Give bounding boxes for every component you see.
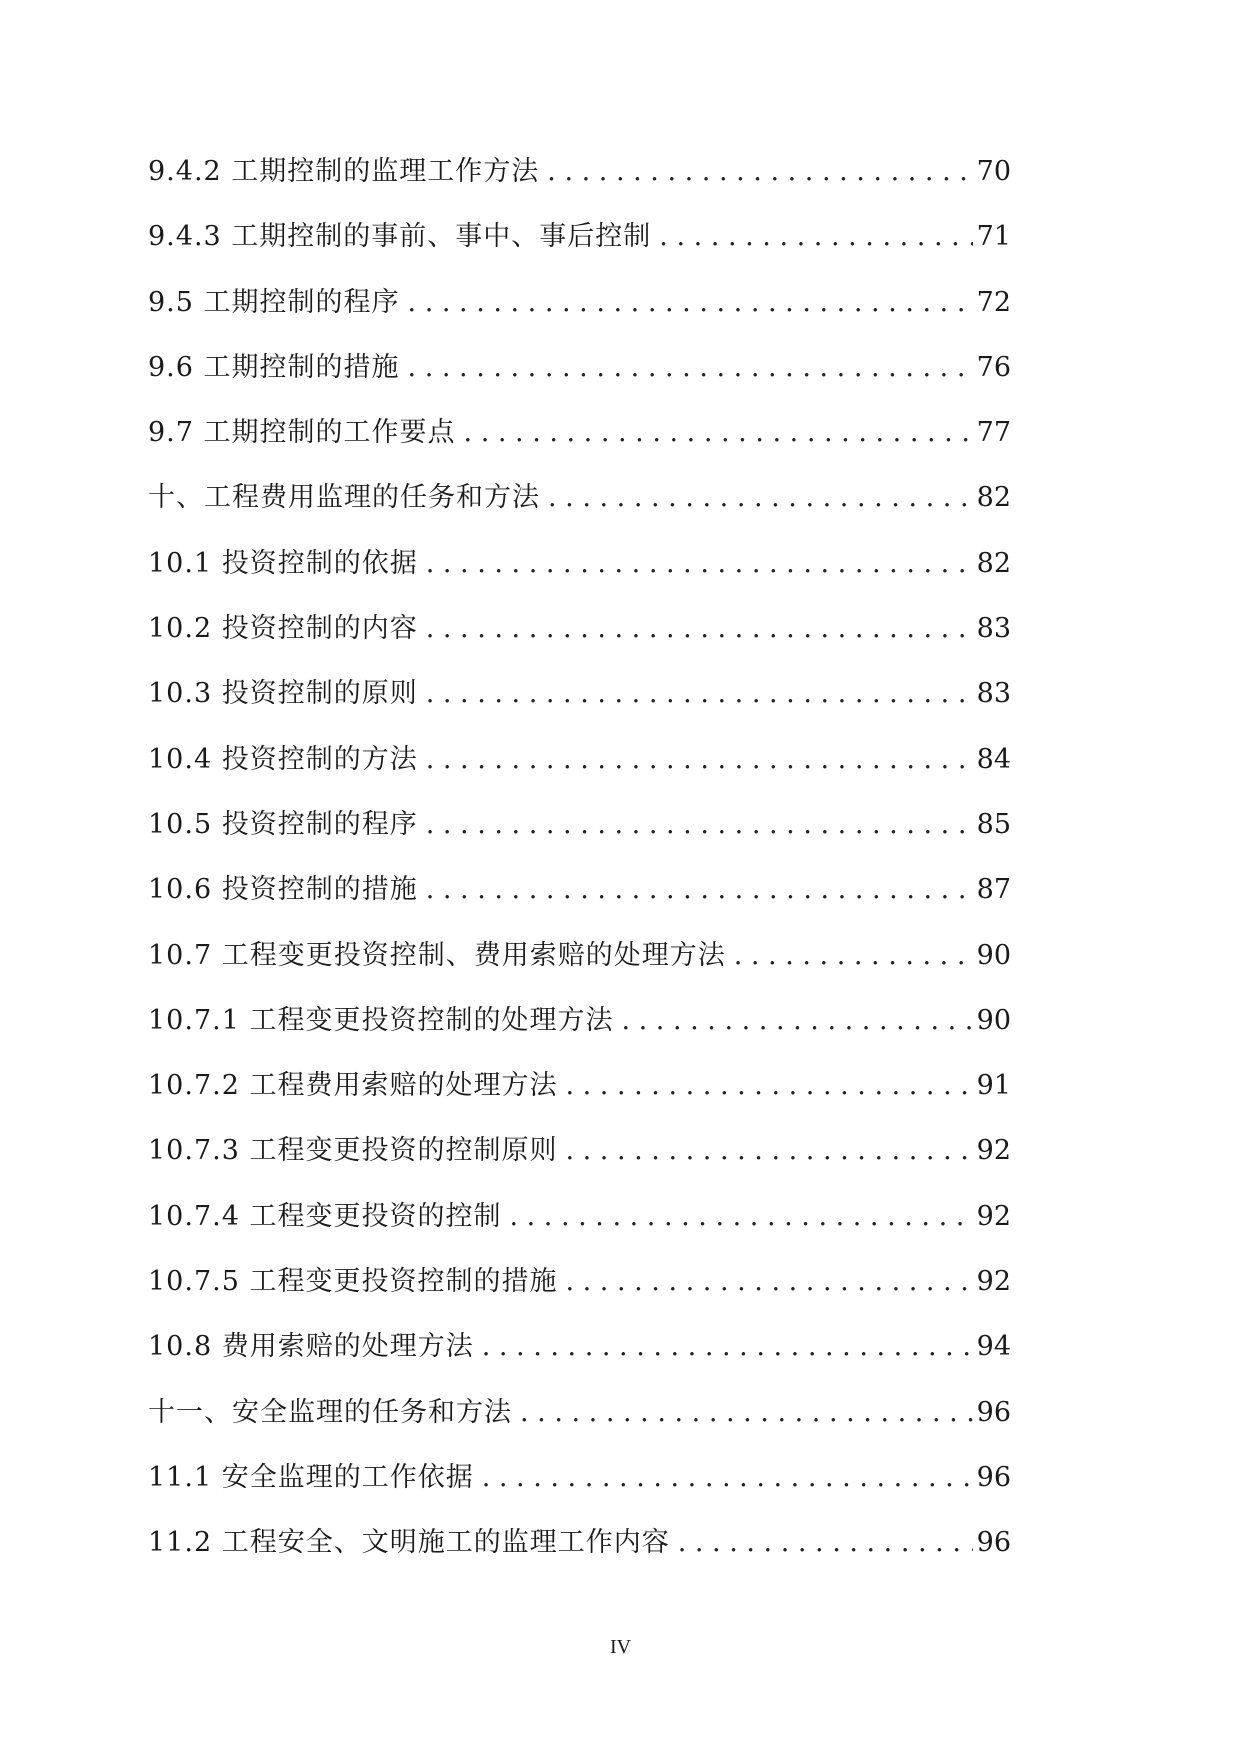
dot-leader bbox=[426, 740, 973, 780]
toc-entry[interactable] bbox=[148, 609, 1011, 674]
toc-page-number: 76 bbox=[976, 351, 1011, 383]
toc-page-number: 77 bbox=[976, 417, 1011, 449]
toc-entry[interactable] bbox=[148, 870, 1011, 935]
toc-entry-title: 10.7.1 工程变更投资控制的处理方法 bbox=[148, 1004, 614, 1036]
toc-page-number: 72 bbox=[976, 286, 1011, 318]
toc-page-number: 85 bbox=[976, 808, 1011, 840]
toc-entry[interactable] bbox=[148, 1523, 1011, 1588]
toc-entry-title: 10.6 投资控制的措施 bbox=[148, 874, 418, 906]
toc-entry[interactable] bbox=[148, 217, 1011, 282]
dot-leader bbox=[408, 283, 973, 323]
toc-page-number: 70 bbox=[976, 156, 1011, 187]
dot-leader bbox=[547, 152, 972, 192]
toc-page-number: 94 bbox=[976, 1331, 1011, 1363]
dot-leader bbox=[565, 1262, 972, 1302]
toc-entry[interactable] bbox=[148, 936, 1011, 1001]
dot-leader bbox=[565, 1066, 972, 1106]
toc-entry-title: 9.4.2 工期控制的监理工作方法 bbox=[148, 156, 540, 187]
toc-page-number: 96 bbox=[976, 1461, 1011, 1493]
toc-entry-title: 10.4 投资控制的方法 bbox=[148, 743, 418, 775]
toc-entry[interactable] bbox=[148, 805, 1011, 870]
toc-page-number: 83 bbox=[976, 613, 1011, 645]
dot-leader bbox=[659, 217, 972, 257]
dot-leader bbox=[509, 1197, 972, 1237]
dot-leader bbox=[426, 544, 973, 584]
toc-page-number: 71 bbox=[976, 221, 1011, 253]
dot-leader bbox=[426, 805, 973, 845]
toc-entry-title: 9.5 工期控制的程序 bbox=[148, 286, 400, 318]
dot-leader bbox=[678, 1523, 973, 1563]
dot-leader bbox=[426, 674, 973, 714]
toc-entry-title: 10.7.2 工程费用索赔的处理方法 bbox=[148, 1070, 558, 1102]
dot-leader bbox=[520, 1393, 973, 1433]
toc-page-number: 90 bbox=[976, 1004, 1011, 1036]
toc-entry-title: 10.7 工程变更投资控制、费用索赔的处理方法 bbox=[148, 939, 726, 971]
dot-leader bbox=[426, 609, 973, 649]
toc-entry-title: 十一、安全监理的任务和方法 bbox=[148, 1396, 512, 1428]
toc-entry[interactable] bbox=[148, 674, 1011, 739]
page-footer bbox=[0, 1636, 1241, 1659]
toc-entry-title: 11.1 安全监理的工作依据 bbox=[148, 1461, 474, 1493]
toc-entry[interactable] bbox=[148, 1393, 1011, 1458]
toc-entry[interactable] bbox=[148, 348, 1011, 413]
toc-entry[interactable] bbox=[148, 1001, 1011, 1066]
dot-leader bbox=[464, 413, 973, 453]
dot-leader bbox=[408, 348, 973, 388]
toc-page-number: 96 bbox=[976, 1396, 1011, 1428]
toc-entry[interactable] bbox=[148, 1458, 1011, 1523]
toc-page-number: 90 bbox=[976, 939, 1011, 971]
table-of-contents bbox=[148, 152, 1011, 1589]
toc-entry-title: 11.2 工程安全、文明施工的监理工作内容 bbox=[148, 1527, 670, 1559]
toc-page-number: 92 bbox=[976, 1135, 1011, 1167]
toc-entry-title: 10.8 费用索赔的处理方法 bbox=[148, 1331, 474, 1363]
toc-entry[interactable] bbox=[148, 1131, 1011, 1196]
dot-leader bbox=[565, 1131, 972, 1171]
toc-entry-title: 9.7 工期控制的工作要点 bbox=[148, 417, 456, 449]
toc-page-number: 84 bbox=[976, 743, 1011, 775]
dot-leader bbox=[734, 936, 973, 976]
toc-page-number: 82 bbox=[976, 482, 1011, 514]
toc-page-number: 92 bbox=[976, 1200, 1011, 1232]
dot-leader bbox=[482, 1327, 973, 1367]
dot-leader bbox=[482, 1458, 973, 1498]
toc-page-number: 83 bbox=[976, 678, 1011, 710]
toc-entry[interactable] bbox=[148, 1066, 1011, 1131]
toc-entry[interactable] bbox=[148, 1327, 1011, 1392]
toc-entry-title: 9.6 工期控制的措施 bbox=[148, 351, 400, 383]
toc-entry-title: 10.2 投资控制的内容 bbox=[148, 613, 418, 645]
toc-entry-title: 9.4.3 工期控制的事前、事中、事后控制 bbox=[148, 221, 652, 253]
dot-leader bbox=[548, 478, 973, 518]
toc-entry-title: 10.5 投资控制的程序 bbox=[148, 808, 418, 840]
toc-page-number: 92 bbox=[976, 1266, 1011, 1298]
toc-entry-title: 10.3 投资控制的原则 bbox=[148, 678, 418, 710]
toc-entry[interactable] bbox=[148, 152, 1011, 217]
toc-entry[interactable] bbox=[148, 283, 1011, 348]
toc-entry[interactable] bbox=[148, 1197, 1011, 1262]
toc-entry-title: 10.7.3 工程变更投资的控制原则 bbox=[148, 1135, 558, 1167]
page-number-label: IV bbox=[609, 1636, 632, 1658]
dot-leader bbox=[621, 1001, 972, 1041]
toc-entry[interactable] bbox=[148, 478, 1011, 543]
toc-entry[interactable] bbox=[148, 1262, 1011, 1327]
toc-entry-title: 10.1 投资控制的依据 bbox=[148, 547, 418, 579]
toc-page-number: 82 bbox=[976, 547, 1011, 579]
toc-entry[interactable] bbox=[148, 544, 1011, 609]
toc-entry-title: 10.7.5 工程变更投资控制的措施 bbox=[148, 1266, 558, 1298]
dot-leader bbox=[426, 870, 973, 910]
toc-entry-title: 10.7.4 工程变更投资的控制 bbox=[148, 1200, 502, 1232]
toc-entry[interactable] bbox=[148, 740, 1011, 805]
toc-entry[interactable] bbox=[148, 413, 1011, 478]
toc-page-number: 96 bbox=[976, 1527, 1011, 1559]
toc-entry-title: 十、工程费用监理的任务和方法 bbox=[148, 482, 540, 514]
toc-page-number: 91 bbox=[976, 1070, 1011, 1102]
toc-page-number: 87 bbox=[976, 874, 1011, 906]
